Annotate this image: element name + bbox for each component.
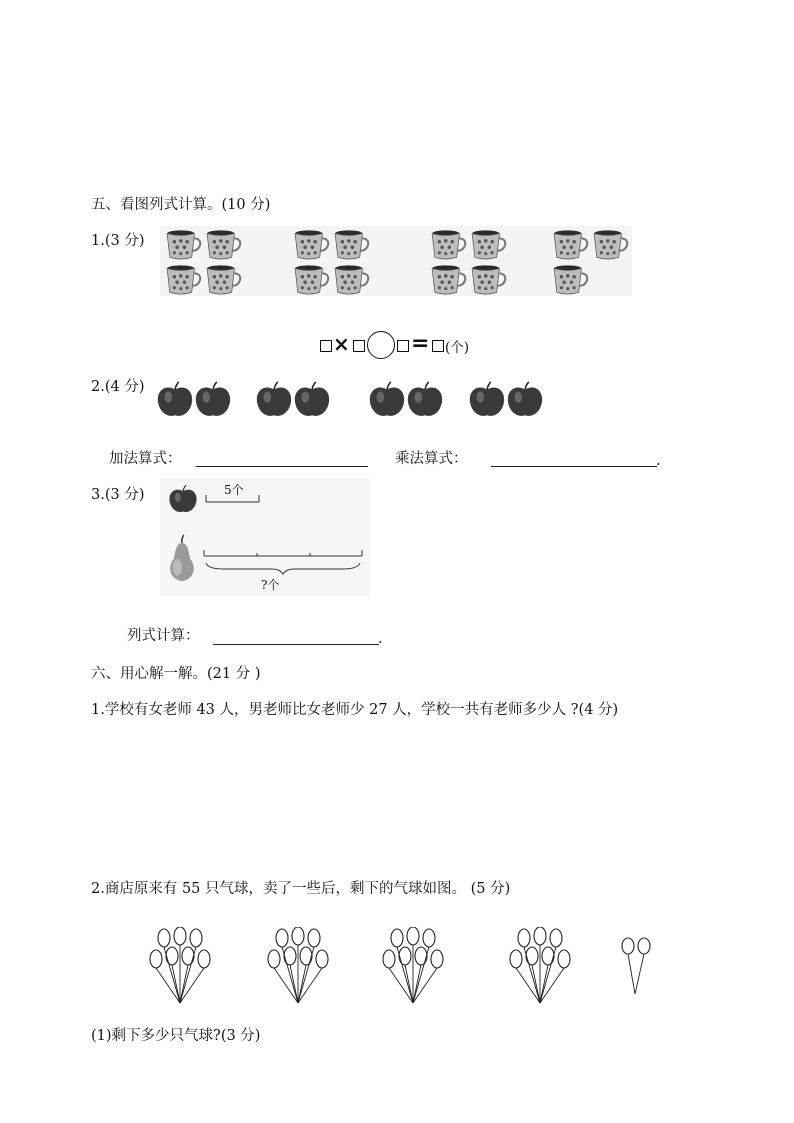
apple-icon: [194, 380, 232, 420]
coffee-cup-icon: [552, 264, 589, 295]
equals-sign: =: [411, 331, 430, 356]
end-mark: .: [656, 453, 661, 469]
apple-icon: [368, 380, 406, 420]
coffee-cup-icon: [470, 264, 507, 295]
coffee-cup-icon: [205, 264, 242, 295]
apple-icon: [156, 380, 194, 420]
addition-label: 加法算式：: [109, 451, 182, 467]
answer-circle[interactable]: [367, 331, 395, 359]
balloon-bunch-icon: [261, 927, 341, 1007]
answer-box[interactable]: [432, 340, 444, 352]
balloon-picture: [143, 924, 663, 1008]
coffee-cup-icon: [552, 229, 589, 260]
apple-icon: [255, 380, 293, 420]
times-sign: ×: [333, 332, 350, 356]
pear-segments: [200, 550, 366, 576]
apple-icon: [468, 380, 506, 420]
balloon-bunch-icon: [376, 927, 456, 1007]
answer-box[interactable]: [320, 340, 332, 352]
question-2-label: 2.(4 分): [91, 379, 145, 395]
section-6-title: 六、用心解一解。(21 分 ): [91, 666, 261, 682]
coffee-cup-icon: [293, 264, 330, 295]
section-6-question-2-sub-1: (1)剩下多少只气球?(3 分): [91, 1028, 261, 1044]
coffee-cup-icon: [333, 264, 370, 295]
answer-box[interactable]: [353, 340, 365, 352]
calculation-answer-line[interactable]: [213, 644, 379, 645]
coffee-cup-icon: [293, 229, 330, 260]
apple-icon: [406, 380, 444, 420]
cup-picture: [160, 226, 632, 296]
apple-picture: [156, 380, 546, 422]
answer-box[interactable]: [397, 340, 409, 352]
addition-answer-line[interactable]: [196, 466, 368, 467]
question-3-label: 3.(3 分): [91, 487, 145, 503]
multiplication-equation: [318, 331, 478, 361]
multiplication-label: 乘法算式：: [395, 451, 468, 467]
apple-icon: [293, 380, 331, 420]
coffee-cup-icon: [165, 264, 202, 295]
balloon-bunch-icon: [503, 927, 583, 1007]
section-6-question-2: 2.商店原来有 55 只气球，卖了一些后，剩下的气球如图。 (5 分): [91, 881, 511, 897]
calculation-label: 列式计算：: [127, 628, 200, 644]
apple-icon: [168, 484, 198, 515]
balloon-pair-icon: [616, 924, 656, 1004]
multiplication-answer-line[interactable]: [491, 466, 657, 467]
end-mark: .: [378, 631, 383, 647]
coffee-cup-icon: [430, 264, 467, 295]
coffee-cup-icon: [430, 229, 467, 260]
unit-label: (个): [445, 340, 470, 356]
apple-length-label: 5个: [224, 483, 244, 497]
coffee-cup-icon: [205, 229, 242, 260]
balloon-bunch-icon: [143, 927, 223, 1007]
section-6-question-1: 1.学校有女老师 43 人，男老师比女老师少 27 人，学校一共有老师多少人 ?(4 分): [91, 702, 619, 718]
pear-icon: [163, 534, 201, 584]
coffee-cup-icon: [165, 229, 202, 260]
question-1-label: 1.(3 分): [91, 233, 145, 249]
apple-pear-diagram: [160, 478, 370, 596]
coffee-cup-icon: [470, 229, 507, 260]
pear-total-label: ?个: [261, 578, 280, 592]
section-5-title: 五、看图列式计算。(10 分): [91, 197, 271, 213]
apple-segment: [204, 492, 264, 506]
coffee-cup-icon: [592, 229, 629, 260]
apple-icon: [506, 380, 544, 420]
coffee-cup-icon: [333, 229, 370, 260]
